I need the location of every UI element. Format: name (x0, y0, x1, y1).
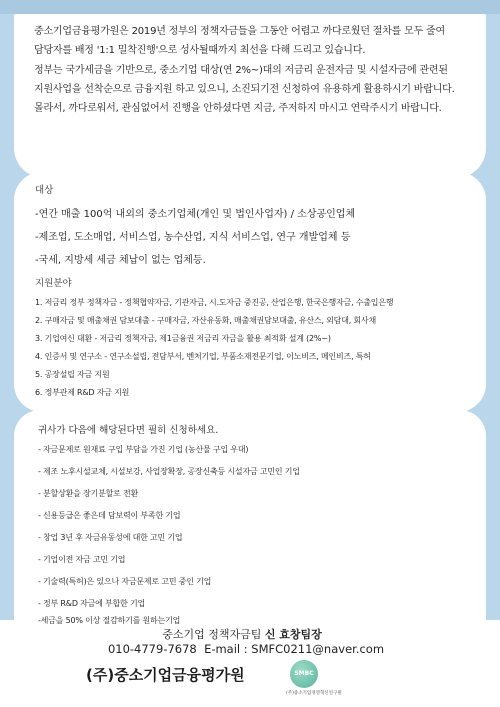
intro-paragraph: 중소기업금융평가원은 2019년 정부의 정책자금들을 그동안 어렵고 까다로웠던 절차를 모두 줄여 (34, 26, 445, 37)
cta-item: - 제조 노후시설교체, 시설보강, 사업장확장, 공장신축등 시설자금 고민인 기업 (38, 467, 300, 476)
cta-item: -세금을 50% 이상 절감하기를 원하는기업 (38, 616, 181, 625)
cta-item: - 기업이전 자금 고민 기업 (38, 555, 126, 564)
field-item: 4. 인증서 및 연구소 - 연구소설립, 전담부서, 벤처기업, 부품소재전문기업, 이노비즈, 메인비즈, 특허 (35, 352, 371, 361)
email-address: E-mail : SMFC0211@naver.com (204, 642, 385, 656)
field-item: 6. 정부관제 R&D 자금 지원 (35, 388, 130, 397)
target-item: -제조업, 도소매업, 서비스업, 농수산업, 지식 서비스업, 연구 개발업체 등 (35, 232, 351, 243)
logo-mark: SMBC (290, 660, 318, 688)
intro-paragraph: 지원사업을 선착순으로 금융지원 하고 있으니, 소진되기전 신청하여 유용하게 활용하시기 바랍니다. (34, 83, 455, 95)
cta-item: - 신용등급은 좋은데 담보력이 부족한 기업 (38, 511, 181, 520)
phone-number: 010-4779-7678 (107, 642, 197, 656)
intro-paragraph: 몰라서, 까다로워서, 관심없어서 진행을 안하셨다면 지금, 주저하지 마시고 연락주시기 바랍니다. (34, 103, 442, 115)
target-item: -국세, 지방세 세금 체납이 없는 업체등. (35, 255, 206, 266)
contact-team (0, 626, 492, 642)
intro-paragraph: 담당자를 배정 '1:1 밀착진행'으로 성사될때까지 최선을 다해 드리고 있습니다. (34, 45, 366, 57)
logo (286, 660, 352, 702)
contact-line (0, 642, 496, 656)
field-item: 1. 저금리 정부 정책자금 - 정책협약자금, 기관자금, 시.도자금 중진공, 산업은행, 한국은행자금, 수출입은행 (35, 298, 394, 307)
target-label: 대상 (35, 185, 54, 196)
intro-paragraph: 정부는 국가세금을 기반으로, 중소기업 대상(연 2%~)대의 저금리 운전자금 및 시설자금에 관련된 (34, 64, 448, 76)
cta-item: - 창업 3년 후 자금유동성에 대한 고민 기업 (38, 533, 183, 542)
field-item: 3. 기업여신 대환 - 저금리 정책자금, 제1금융권 저금리 자금을 활용 최적화 설계 (2%~) (35, 334, 331, 343)
cta-item: - 정부 R&D 자금에 부합한 기업 (38, 599, 146, 608)
target-item: -연간 매출 100억 내외의 중소기업체(개인 및 법인사업자) / 소상공인업체 (35, 209, 356, 220)
logo-subtitle: (주)중소기업경영혁신연구원 (286, 691, 342, 696)
team-prefix: 중소기업 정책자금팀 (162, 628, 265, 641)
manager-name: 신 효창팀장 (264, 628, 322, 641)
field-item: 5. 공장설립 자금 지원 (35, 370, 110, 379)
cta-item: - 분할상환을 장기분할로 전환 (38, 489, 139, 498)
cta-title: 귀사가 다음에 해당된다면 필히 신청하세요. (38, 425, 219, 436)
top-strip (0, 0, 500, 14)
cta-item: - 기술력(특허)은 있으나 자금문제로 고민 중인 기업 (38, 577, 212, 586)
intro-text (34, 22, 474, 118)
cta-item: - 자금문제로 원재료 구입 부담을 가진 기업 (농산물 구입 우대) (38, 445, 249, 454)
field-item: 2. 구매자금 및 매출채권 담보대출 - 구매자금, 자산유동화, 매출채권담보대출, 유산스, 외담대, 회사채 (35, 316, 376, 325)
fields-label: 지원분야 (35, 278, 72, 289)
company-name: (주)중소기업금융평가원 (86, 666, 245, 684)
